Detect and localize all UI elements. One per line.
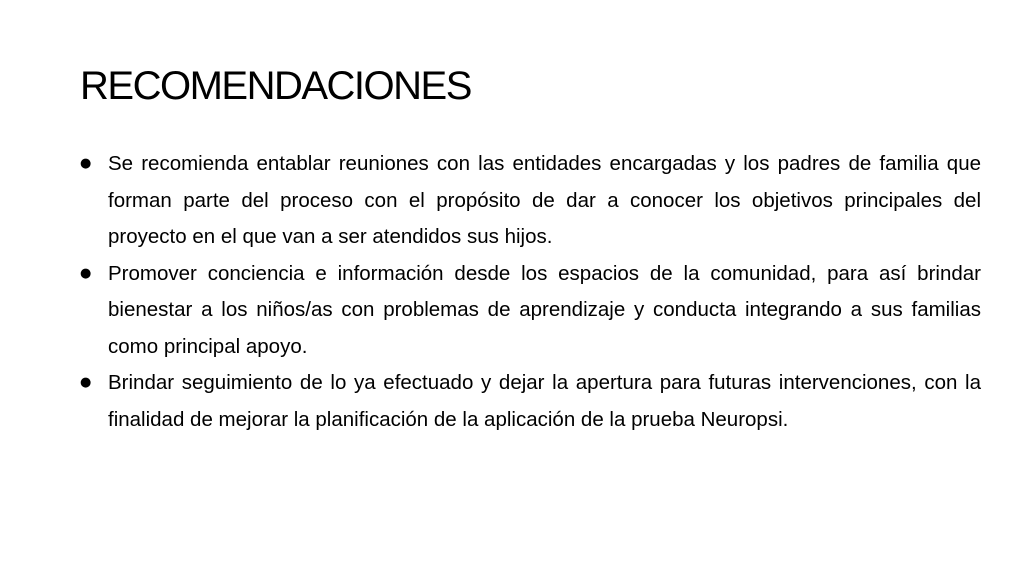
bullet-dot-icon: ● [80, 375, 92, 390]
bullet-text: Se recomienda entablar reuniones con las entidades encargadas y los padres de familia que forman parte del proceso con el propósito de dar a conocer los objetivos principales del proyecto en el que van a ser atendidos sus hijos. [108, 152, 981, 248]
bullet-text: Promover conciencia e información desde los espacios de la comunidad, para así brindar bienestar a los niños/as con problemas de aprendizaje y conducta integrando a sus familias como principal apoyo. [108, 261, 981, 358]
recommendations-list [78, 146, 981, 438]
list-item [78, 146, 981, 256]
bullet-dot-icon: ● [80, 156, 92, 171]
list-item [78, 365, 981, 438]
list-item [78, 256, 981, 366]
bullet-dot-icon: ● [80, 265, 92, 281]
slide-title: RECOMENDACIONES [80, 64, 471, 108]
bullet-text: Brindar seguimiento de lo ya efectuado y dejar la apertura para futuras intervenciones, con la finalidad de mejorar la planificación de la aplicación de la prueba Neuropsi. [108, 371, 981, 431]
